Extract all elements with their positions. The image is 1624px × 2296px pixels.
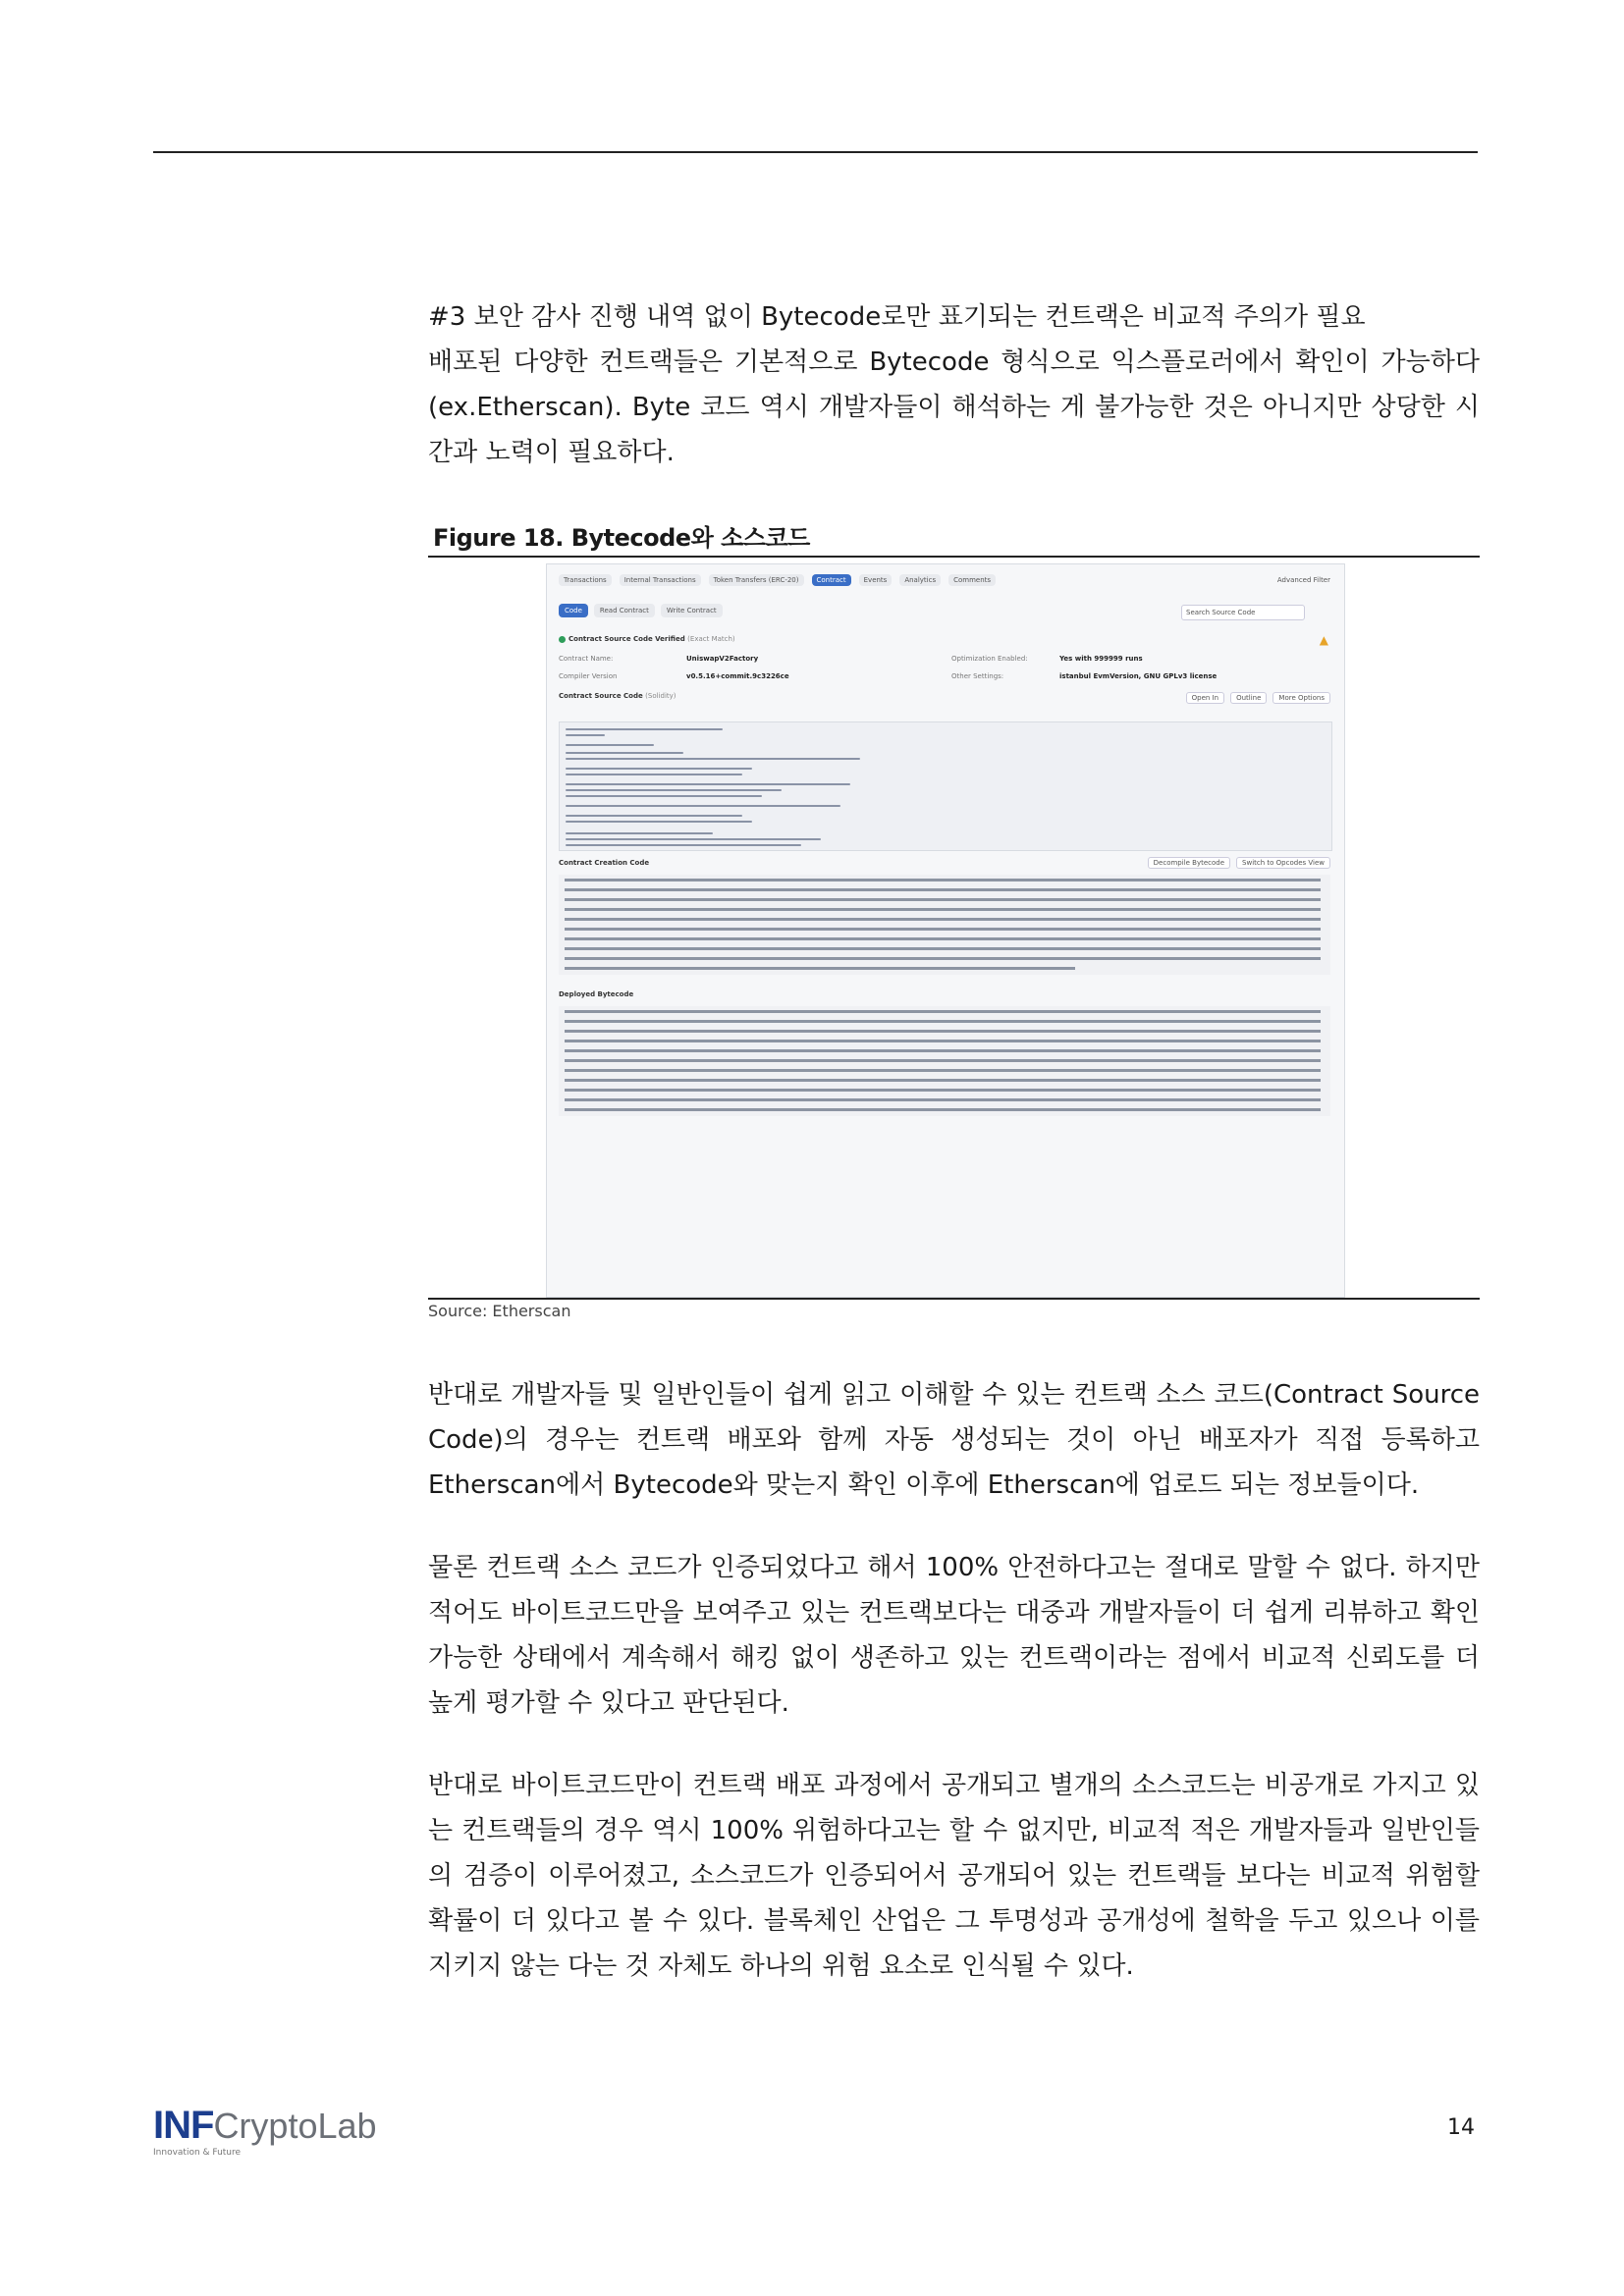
hex-line <box>565 879 1321 881</box>
tab-token-transfers: Token Transfers (ERC-20) <box>709 574 804 586</box>
hex-line <box>565 947 1321 950</box>
hex-line <box>565 1089 1321 1092</box>
contract-name-row <box>559 655 758 663</box>
logo-tagline: Innovation & Future <box>153 2148 242 2158</box>
other-settings-label: Other Settings: <box>951 672 1004 680</box>
figure-source: Source: Etherscan <box>428 1302 571 1320</box>
check-icon <box>559 636 566 643</box>
section-heading: #3 보안 감사 진행 내역 없이 Bytecode로만 표기되는 컨트랙은 비교적 주의가 필요 <box>428 302 1366 332</box>
hex-line <box>565 898 1321 901</box>
contract-name-value: UniswapV2Factory <box>686 655 759 663</box>
figure-title: Figure 18. Bytecode와 소스코드 <box>433 524 810 552</box>
optimization-value: Yes with 999999 runs <box>1059 655 1143 663</box>
hex-line <box>565 1010 1321 1013</box>
contract-name-label: Contract Name: <box>559 655 614 663</box>
hex-line <box>565 1069 1321 1072</box>
source-code-box <box>559 721 1332 851</box>
code-line <box>566 744 654 746</box>
other-settings-value: istanbul EvmVersion, GNU GPLv3 license <box>1059 672 1218 680</box>
code-line <box>566 728 723 730</box>
advanced-filter: Advanced Filter <box>1276 576 1330 584</box>
hex-line <box>565 918 1321 921</box>
code-line <box>566 821 752 823</box>
more-options-option: More Options <box>1272 692 1330 704</box>
tab-transactions: Transactions <box>559 574 612 586</box>
hex-line <box>565 1049 1321 1052</box>
hex-line <box>565 967 1075 970</box>
paragraph-bytecode-risk: 반대로 바이트코드만이 컨트랙 배포 과정에서 공개되고 별개의 소스코드는 비공개로 가지고 있는 컨트랙들의 경우 역시 100% 위험하다고는 할 수 없지만, 비교적 적은 개발자들과 일반인들의 검증이 이루어졌고, 소스코드가 인증되어서 공개되어 있는 컨트랙들 보다는 비교적 위험할 확률이 더 있다고 볼 수 있다. 블록체인 산업은 그 투명성과 공개성에 철학을 두고 있으나 이를 지키지 않는 다는 것 자체도 하나의 위험 요소로 인식될 수 있다. <box>428 1771 1480 1981</box>
decompile-bytecode-button: Decompile Bytecode <box>1148 857 1230 869</box>
hex-line <box>565 937 1321 940</box>
creation-code-buttons <box>1148 857 1330 869</box>
logo-inf: INF <box>153 2104 214 2147</box>
etherscan-tabs <box>559 574 996 586</box>
warning-icon: ▲ <box>1319 633 1328 647</box>
code-line <box>566 774 742 775</box>
hex-line <box>565 888 1321 891</box>
optimization-label: Optimization Enabled: <box>951 655 1028 663</box>
subtab-read-contract: Read Contract <box>594 604 655 617</box>
hex-line <box>565 908 1321 911</box>
header-rule <box>153 151 1478 153</box>
code-line <box>566 795 762 797</box>
source-code-label-text: Contract Source Code <box>559 692 643 700</box>
compiler-value: v0.5.16+commit.9c3226ce <box>686 672 789 680</box>
deployed-bytecode-label: Deployed Bytecode <box>559 990 634 998</box>
logo-wordmark <box>153 2106 377 2146</box>
code-line <box>566 815 742 817</box>
creation-code-label: Contract Creation Code <box>559 859 650 867</box>
open-in-option: Open In <box>1186 692 1224 704</box>
hex-line <box>565 1030 1321 1033</box>
hex-line <box>565 1108 1321 1111</box>
hex-line <box>565 957 1321 960</box>
tab-events: Events <box>859 574 893 586</box>
code-line <box>566 844 801 846</box>
other-settings-row <box>951 672 1217 680</box>
code-line <box>566 783 850 785</box>
code-line <box>566 734 605 736</box>
source-code-lang: (Solidity) <box>645 692 677 700</box>
tab-internal-transactions: Internal Transactions <box>620 574 701 586</box>
code-line <box>566 768 752 770</box>
logo-cryptolab: CryptoLab <box>213 2106 377 2146</box>
source-code-label <box>559 692 677 700</box>
compiler-row <box>559 672 789 680</box>
tab-contract: Contract <box>812 574 851 586</box>
hex-line <box>565 1059 1321 1062</box>
search-source-code: Search Source Code <box>1181 605 1305 620</box>
etherscan-screenshot <box>546 563 1345 1298</box>
paragraph-source-code: 반대로 개발자들 및 일반인들이 쉽게 읽고 이해할 수 있는 컨트랙 소스 코드(Contract Source Code)의 경우는 컨트랙 배포와 함께 자동 생성되는 것이 아닌 배포자가 직접 등록하고 Etherscan에서 Bytecode와 맞는지 확인 이후에 Etherscan에 업로드 되는 정보들이다. <box>428 1380 1480 1500</box>
paragraph-verified-code: 물론 컨트랙 소스 코드가 인증되었다고 해서 100% 안전하다고는 절대로 말할 수 없다. 하지만 적어도 바이트코드만을 보여주고 있는 컨트랙보다는 대중과 개발자들이 더 쉽게 리뷰하고 확인 가능한 상태에서 계속해서 해킹 없이 생존하고 있는 컨트랙이라는 점에서 비교적 신뢰도를 더 높게 평가할 수 있다고 판단된다. <box>428 1553 1480 1718</box>
contract-subtabs <box>559 604 723 617</box>
figure-top-rule <box>428 556 1480 558</box>
outline-option: Outline <box>1230 692 1267 704</box>
code-line <box>566 838 821 840</box>
tab-comments: Comments <box>948 574 996 586</box>
source-code-options <box>1186 692 1330 704</box>
hex-line <box>565 928 1321 931</box>
verified-label <box>559 635 735 643</box>
tab-analytics: Analytics <box>899 574 941 586</box>
code-line <box>566 789 782 791</box>
hex-line <box>565 1040 1321 1042</box>
hex-line <box>565 1079 1321 1082</box>
switch-opcodes-button: Switch to Opcodes View <box>1236 857 1330 869</box>
inf-cryptolab-logo <box>153 2106 377 2158</box>
verified-text: Contract Source Code Verified <box>568 635 685 643</box>
hex-line <box>565 1020 1321 1023</box>
subtab-write-contract: Write Contract <box>661 604 723 617</box>
code-line <box>566 752 683 754</box>
creation-bytecode-box <box>559 875 1330 975</box>
page-number: 14 <box>1447 2115 1475 2140</box>
deployed-bytecode-box <box>559 1006 1330 1116</box>
compiler-label: Compiler Version <box>559 672 618 680</box>
code-line <box>566 832 713 834</box>
figure-bottom-rule <box>428 1298 1480 1300</box>
code-line <box>566 758 860 760</box>
optimization-row <box>951 655 1143 663</box>
hex-line <box>565 1098 1321 1101</box>
code-line <box>566 805 840 807</box>
paragraph-bytecode-intro: 배포된 다양한 컨트랙들은 기본적으로 Bytecode 형식으로 익스플로러에서 확인이 가능하다(ex.Etherscan). Byte 코드 역시 개발자들이 해석하는 게 불가능한 것은 아니지만 상당한 시간과 노력이 필요하다. <box>428 347 1480 467</box>
subtab-code: Code <box>559 604 588 617</box>
verified-note: (Exact Match) <box>687 635 735 643</box>
